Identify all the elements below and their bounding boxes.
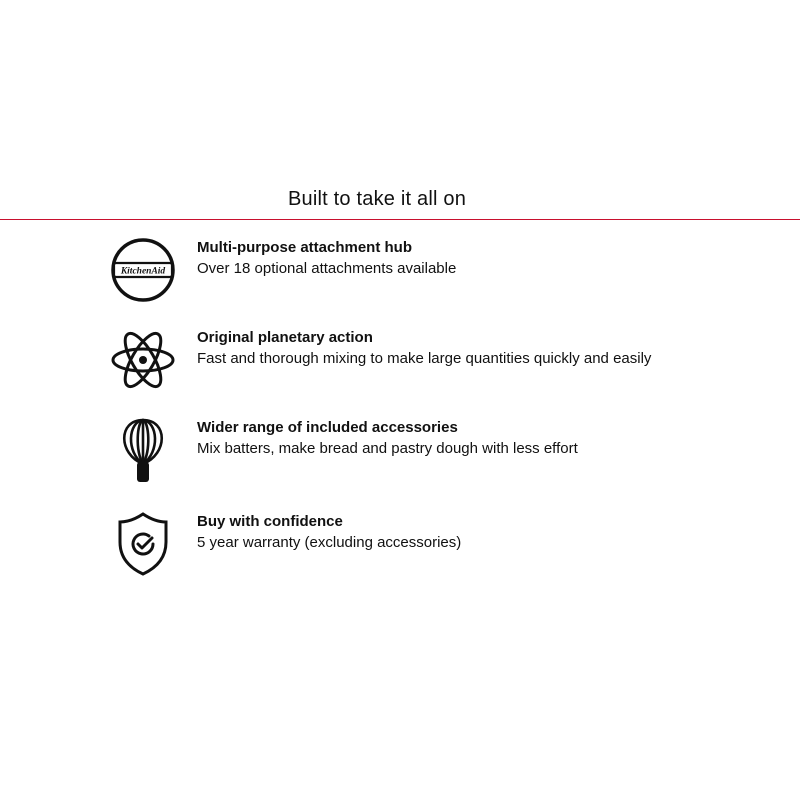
red-divider: [0, 219, 800, 220]
feature-description: 5 year warranty (excluding accessories): [197, 534, 462, 551]
feature-description: Fast and thorough mixing to make large quantities quickly and easily: [197, 350, 652, 367]
whisk-icon: [110, 418, 186, 494]
feature-warranty: [110, 512, 750, 592]
feature-heading: Original planetary action: [197, 329, 373, 346]
feature-heading: Multi-purpose attachment hub: [197, 239, 412, 256]
planetary-action-icon: [110, 328, 186, 404]
feature-accessories: [110, 418, 750, 498]
feature-planetary-action: [110, 328, 750, 408]
attachment-hub-icon: [110, 238, 186, 314]
feature-description: Mix batters, make bread and pastry dough with less effort: [197, 440, 578, 457]
shield-check-icon: [110, 512, 186, 588]
kitchenaid-logo-text: KitchenAid: [120, 266, 166, 277]
feature-heading: Wider range of included accessories: [197, 419, 458, 436]
feature-attachment-hub: [110, 238, 750, 318]
feature-heading: Buy with confidence: [197, 513, 343, 530]
page-title: Built to take it all on: [287, 188, 467, 210]
feature-description: Over 18 optional attachments available: [197, 260, 457, 277]
